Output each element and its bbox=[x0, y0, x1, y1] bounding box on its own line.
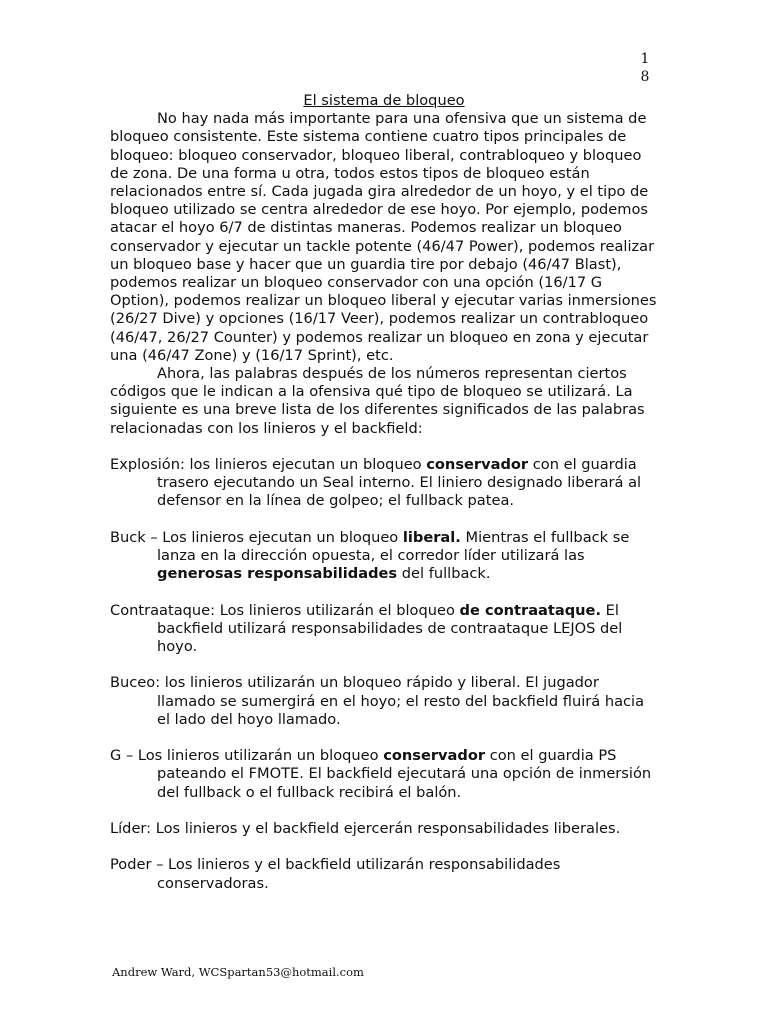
definition-explosion: Explosión: los linieros ejecutan un bloqueo conservador con el guardia trasero ejecutando un Seal interno. El liniero designado liberará al defensor en la línea de golpeo; el fullback patea. bbox=[110, 456, 642, 510]
definition-lider: Líder: Los linieros y el backfield ejercerán responsabilidades liberales. bbox=[110, 820, 621, 838]
definition-poder: Poder – Los linieros y el backfield utilizarán responsabilidades conservadoras. bbox=[110, 856, 561, 892]
page-number-digit-1: 1 bbox=[640, 51, 650, 67]
page-number bbox=[638, 50, 652, 86]
page-number-digit-2: 8 bbox=[640, 69, 650, 85]
codes-paragraph: Ahora, las palabras después de los números representan ciertos códigos que le indican a la ofensiva qué tipo de bloqueo se utilizará. La siguiente es una breve lista de los diferentes significados de las palabras relacionadas con los linieros y el backfield: bbox=[110, 365, 645, 437]
definition-g: G – Los linieros utilizarán un bloqueo conservador con el guardia PS pateando el FMOTE. El backfield ejecutará una opción de inmersión del fullback o el fullback recibirá el balón. bbox=[110, 747, 652, 801]
intro-paragraph: No hay nada más importante para una ofensiva que un sistema de bloqueo consistente. Este sistema contiene cuatro tipos principales de bloqueo: bloqueo conservador, bloqueo liberal, contrabloqueo y bloqueo de zona. De una forma u otra, todos estos tipos de bloqueo están relacionados entre sí. Cada jugada gira alrededor de un hoyo, y el tipo de bloqueo utilizado se centra alrededor de ese hoyo. Por ejemplo, podemos atacar el hoyo 6/7 de distintas maneras. Podemos realizar un bloqueo conservador y ejecutar un tackle potente (46/47 Power), podemos realizar un bloqueo base y hacer que un guardia tire por debajo (46/47 Blast), podemos realizar un bloqueo conservador con una opción (16/17 G Option), podemos realizar un bloqueo liberal y ejecutar varias inmersiones (26/27 Dive) y opciones (16/17 Veer), podemos realizar un contrabloqueo (46/47, 26/27 Counter) y podemos realizar un bloqueo en zona y ejecutar una (46/47 Zone) y (16/17 Sprint), etc. bbox=[110, 110, 657, 364]
definition-buceo: Buceo: los linieros utilizarán un bloqueo rápido y liberal. El jugador llamado se sumergirá en el hoyo; el resto del backfield fluirá hacia el lado del hoyo llamado. bbox=[110, 674, 645, 728]
definition-buck: Buck – Los linieros ejecutan un bloqueo liberal. Mientras el fullback se lanza en la dirección opuesta, el corredor líder utilizará las generosas responsabilidades del fullback. bbox=[110, 528, 630, 583]
footer-author: Andrew Ward, WCSpartan53@hotmail.com bbox=[112, 965, 364, 979]
document-title: El sistema de bloqueo bbox=[303, 92, 465, 109]
definition-contraataque: Contraataque: Los linieros utilizarán el bloqueo de contraataque. El backfield utilizará responsabilidades de contraataque LEJOS del hoyo. bbox=[110, 601, 623, 656]
document-body bbox=[110, 92, 658, 893]
